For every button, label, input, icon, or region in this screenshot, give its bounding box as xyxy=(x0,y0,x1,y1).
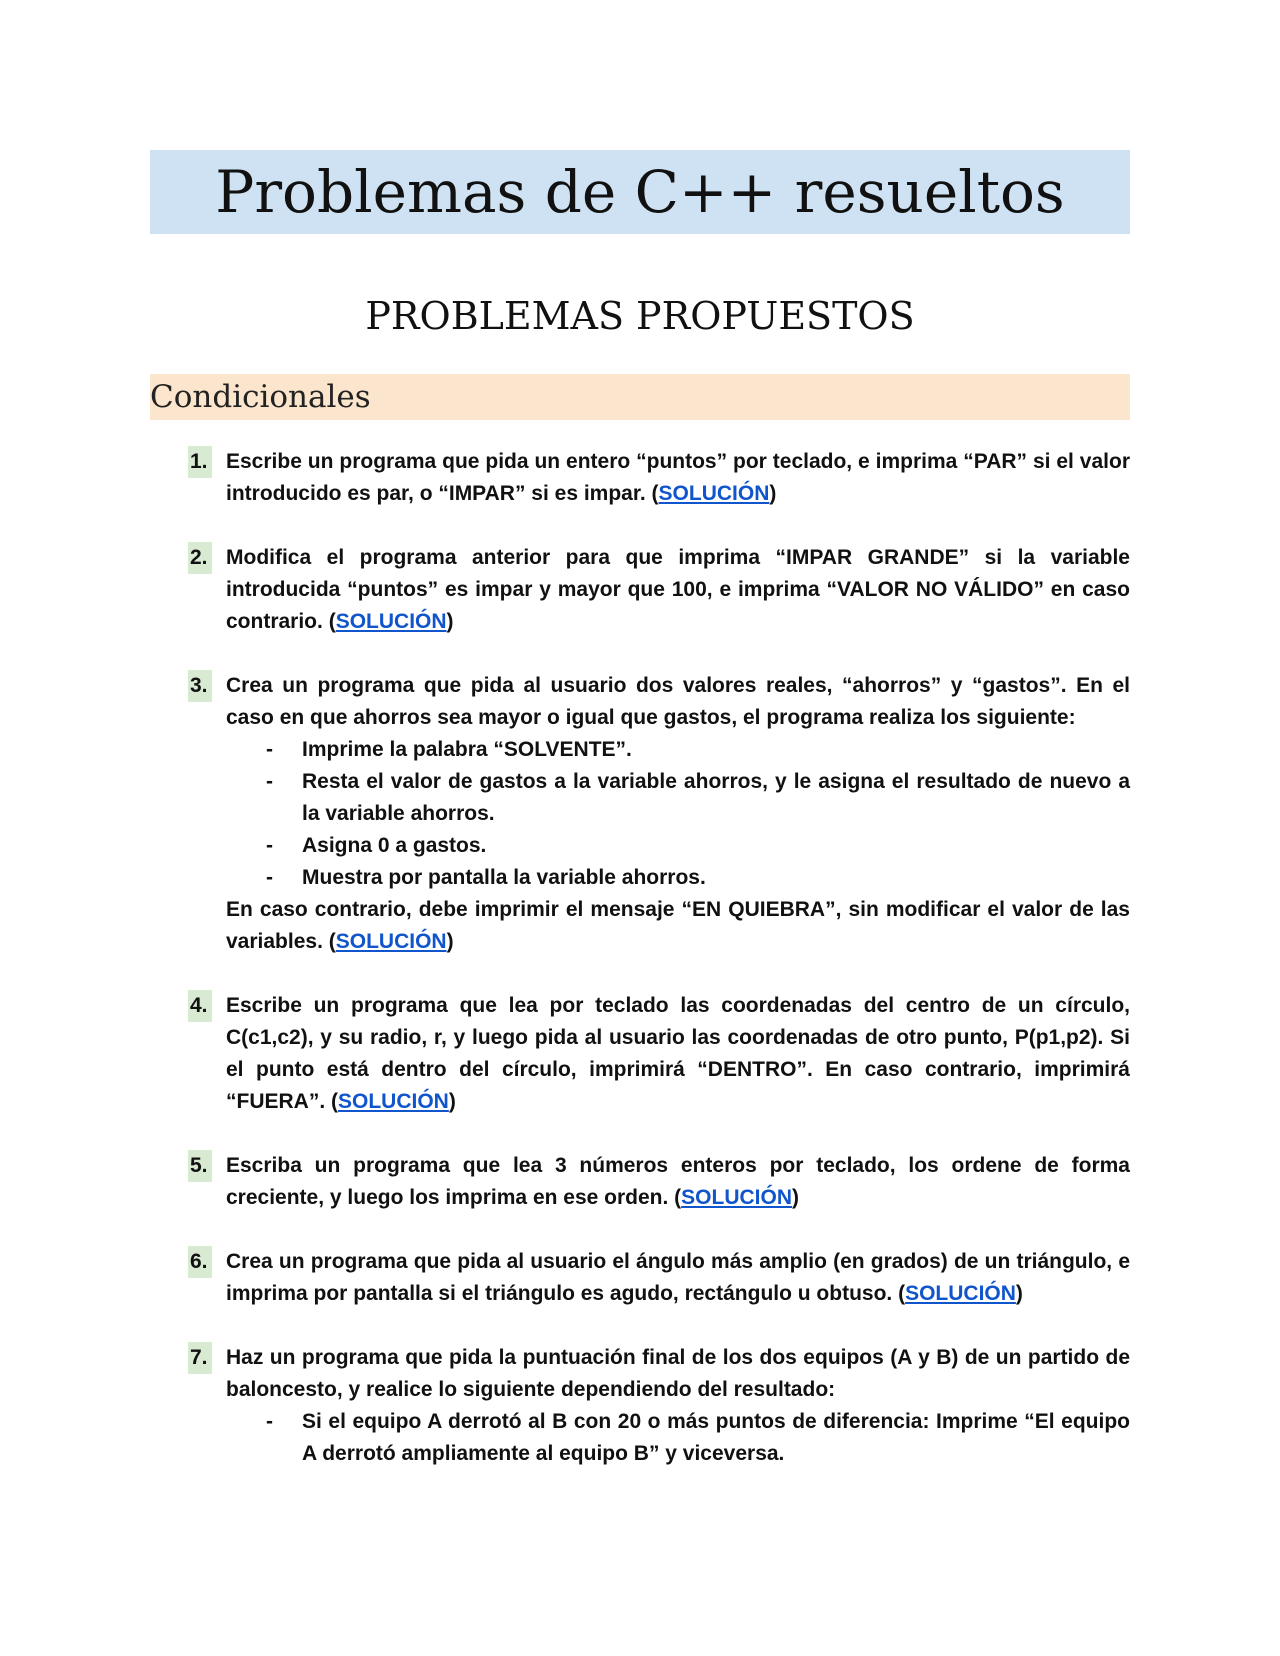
solution-link[interactable]: SOLUCIÓN xyxy=(681,1186,792,1209)
problem-text-block: Escriba un programa que lea 3 números enteros por teclado, los ordene de forma creciente, y luego los imprima en ese orden. (SOLUCIÓN) xyxy=(226,1154,1130,1209)
document-title: Problemas de C++ resueltos xyxy=(215,158,1065,226)
problem-item xyxy=(150,542,1130,638)
problem-text: Crea un programa que pida al usuario el ángulo más amplio (en grados) de un triángulo, e imprima por pantalla si el triángulo es agudo, rectángulo u obtuso. xyxy=(226,1250,1130,1305)
problem-text-block xyxy=(226,1342,1130,1406)
problem-number: 7. xyxy=(188,1342,212,1374)
problem-text: Crea un programa que pida al usuario dos valores reales, “ahorros” y “gastos”. En el caso en que ahorros sea mayor o igual que gastos, el programa realiza los siguiente: xyxy=(226,674,1130,729)
problem-text: Haz un programa que pida la puntuación final de los dos equipos (A y B) de un partido de baloncesto, y realice lo siguiente dependiendo del resultado: xyxy=(226,1346,1130,1401)
sub-list xyxy=(226,734,1130,894)
sub-list-text: Imprime la palabra “SOLVENTE”. xyxy=(302,738,632,761)
problem-text-block: Escribe un programa que lea por teclado las coordenadas del centro de un círculo, C(c1,c2), y su radio, r, y luego pida al usuario las coordenadas de otro punto, P(p1,p2). Si el punto está dentro del círculo, imprimirá “DENTRO”. En caso contrario, imprimirá “FUERA”. (SOLUCIÓN) xyxy=(226,994,1130,1113)
dash-bullet: - xyxy=(266,1410,273,1433)
problem-number: 6. xyxy=(188,1246,212,1278)
section-band xyxy=(150,374,1130,420)
sub-list-item xyxy=(226,862,1130,894)
sub-list-item xyxy=(226,830,1130,862)
dash-bullet: - xyxy=(266,738,273,761)
problem-item xyxy=(150,1150,1130,1214)
problem-text-block: Escribe un programa que pida un entero “puntos” por teclado, e imprima “PAR” si el valor introducido es par, o “IMPAR” si es impar. (SOLUCIÓN) xyxy=(226,450,1130,505)
problem-text-block: Modifica el programa anterior para que imprima “IMPAR GRANDE” si la variable introducida “puntos” es impar y mayor que 100, e imprima “VALOR NO VÁLIDO” en caso contrario. (SOLUCIÓN) xyxy=(226,546,1130,633)
solution-link[interactable]: SOLUCIÓN xyxy=(905,1282,1016,1305)
problem-text-block xyxy=(226,670,1130,734)
dash-bullet: - xyxy=(266,834,273,857)
sub-list-text: Resta el valor de gastos a la variable ahorros, y le asigna el resultado de nuevo a la variable ahorros. xyxy=(302,770,1130,825)
solution-link[interactable]: SOLUCIÓN xyxy=(658,482,770,505)
sub-list-item xyxy=(226,1406,1130,1470)
sub-list xyxy=(226,1406,1130,1470)
sub-list-text: Asigna 0 a gastos. xyxy=(302,834,487,857)
sub-list-text: Muestra por pantalla la variable ahorros. xyxy=(302,866,706,889)
problem-item xyxy=(150,446,1130,510)
solution-link[interactable]: SOLUCIÓN xyxy=(335,930,447,953)
problem-closing-block: En caso contrario, debe imprimir el mensaje “EN QUIEBRA”, sin modificar el valor de las variables. (SOLUCIÓN) xyxy=(226,898,1130,953)
problem-number: 3. xyxy=(188,670,212,702)
problem-number: 2. xyxy=(188,542,212,574)
sub-list-text: Si el equipo A derrotó al B con 20 o más puntos de diferencia: Imprime “El equipo A derrotó ampliamente al equipo B” y viceversa. xyxy=(302,1410,1130,1465)
problem-number: 1. xyxy=(188,446,212,478)
problem-text: Modifica el programa anterior para que imprima “IMPAR GRANDE” si la variable introducida “puntos” es impar y mayor que 100, e imprima “VALOR NO VÁLIDO” en caso contrario. xyxy=(226,546,1130,633)
problem-list xyxy=(150,446,1130,1470)
solution-link[interactable]: SOLUCIÓN xyxy=(338,1090,449,1113)
problem-closing-text: En caso contrario, debe imprimir el mensaje “EN QUIEBRA”, sin modificar el valor de las variables. xyxy=(226,898,1130,953)
title-band xyxy=(150,150,1130,234)
problem-item xyxy=(150,1246,1130,1310)
document-page xyxy=(150,150,1130,1502)
problem-item xyxy=(150,1342,1130,1470)
problem-item xyxy=(150,990,1130,1118)
section-heading: Condicionales xyxy=(150,379,371,415)
dash-bullet: - xyxy=(266,866,273,889)
problem-number: 4. xyxy=(188,990,212,1022)
sub-list-item xyxy=(226,734,1130,766)
problem-text: Escribe un programa que lea por teclado las coordenadas del centro de un círculo, C(c1,c2), y su radio, r, y luego pida al usuario las coordenadas de otro punto, P(p1,p2). Si el punto está dentro del círculo, imprimirá “DENTRO”. En caso contrario, imprimirá “FUERA”. xyxy=(226,994,1130,1113)
dash-bullet: - xyxy=(266,770,273,793)
problem-text: Escriba un programa que lea 3 números enteros por teclado, los ordene de forma creciente, y luego los imprima en ese orden. xyxy=(226,1154,1130,1209)
problem-text-block: Crea un programa que pida al usuario el ángulo más amplio (en grados) de un triángulo, e imprima por pantalla si el triángulo es agudo, rectángulo u obtuso. (SOLUCIÓN) xyxy=(226,1250,1130,1305)
sub-list-item xyxy=(226,766,1130,830)
document-subtitle: PROBLEMAS PROPUESTOS xyxy=(365,294,915,338)
problem-item xyxy=(150,670,1130,958)
problem-text: Escribe un programa que pida un entero “puntos” por teclado, e imprima “PAR” si el valor introducido es par, o “IMPAR” si es impar. xyxy=(226,450,1130,505)
solution-link[interactable]: SOLUCIÓN xyxy=(335,610,447,633)
problem-number: 5. xyxy=(188,1150,212,1182)
